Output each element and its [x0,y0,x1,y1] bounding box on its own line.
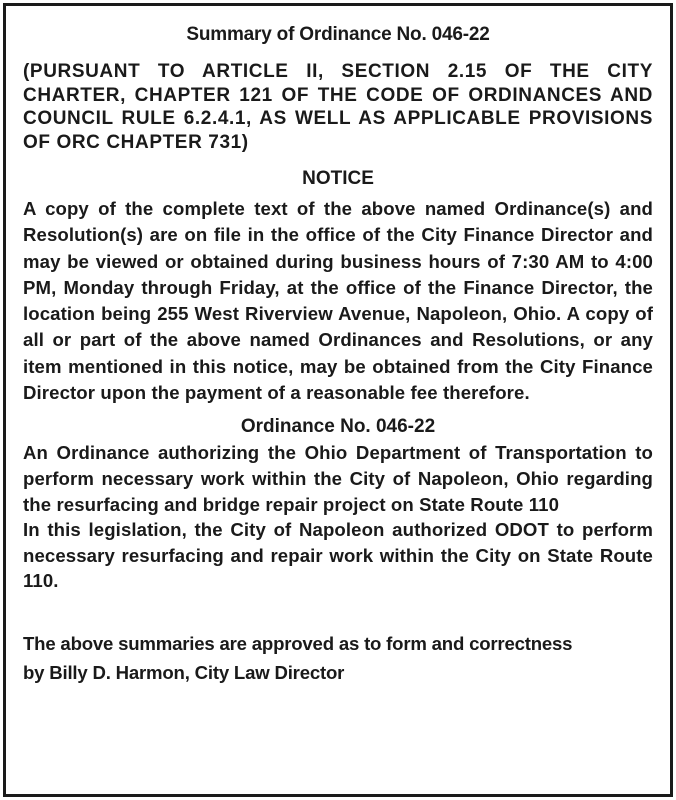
approval-line-2: by Billy D. Harmon, City Law Director [23,661,345,683]
ordinance-heading: Ordinance No. 046-22 [240,416,436,438]
pursuant-clause: (PURSUANT TO ARTICLE II, SECTION 2.15 OF THE CITY CHARTER, CHAPTER 121 OF THE CODE OF ORDINANCES AND COUNCIL RULE 6.2.4.1, AS WELL AS APPLICABLE PROVISIONS OF ORC CHAPTER 731) [23,61,653,153]
notice-title: Summary of Ordinance No. 046-22 [186,24,490,45]
notice-heading: NOTICE [302,168,374,189]
legal-notice [3,3,673,797]
notice-body: A copy of the complete text of the above named Ordinance(s) and Resolution(s) are on file in the office of the City Finance Director and may be viewed or obtained during business hours of 7:30 AM to 4:00 PM, Monday through Friday, at the office of the Finance Director, the location being 255 West Riverview Avenue, Napoleon, Ohio. A copy of all or part of the above named Ordinances and Resolutions, or any item mentioned in this notice, may be obtained from the City Finance Director upon the payment of a reasonable fee therefore. [23,198,653,404]
ordinance-summary: In this legislation, the City of Napoleon authorized ODOT to perform necessary resurfacing and repair work within the City on State Route 110. [23,519,653,592]
ordinance-description: An Ordinance authorizing the Ohio Department of Transportation to perform necessary work within the City of Napoleon, Ohio regarding the resurfacing and bridge repair project on State Route 110 [23,442,653,515]
approval-statement [23,629,653,687]
approval-line-1: The above summaries are approved as to form and correctness [23,632,573,654]
